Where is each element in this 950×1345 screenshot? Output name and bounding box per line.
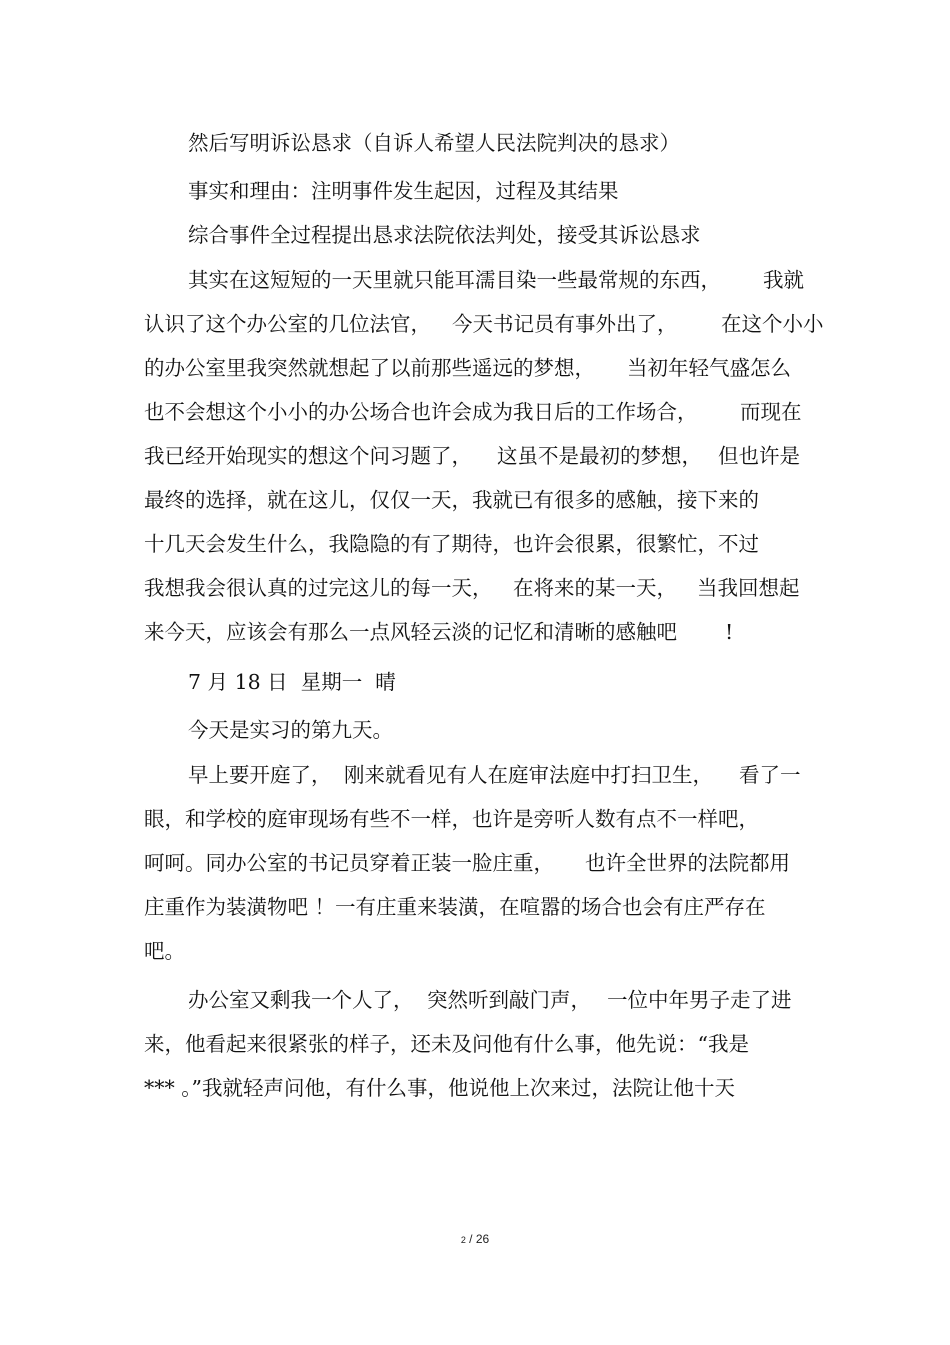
page-number-current: 2 [460,1235,466,1245]
text-segment: ! [725,620,734,644]
text-segment: 来今天，应该会有那么一点风轻云淡的记忆和清晰的感触吧 [144,620,677,644]
text-line [0,397,950,441]
text-segment: 眼，和学校的庭审现场有些不一样，也许是旁听人数有点不一样吧， [144,807,759,831]
text-line [0,617,950,661]
text-segment: 刚来就看见有人在庭审法庭中打扫卫生， [344,763,713,787]
text-line [0,760,950,804]
text-line [0,892,950,936]
text-line [0,936,950,980]
text-segment: 当我回想起 [697,576,800,600]
text-segment: 我想我会很认真的过完这儿的每一天， [144,576,493,600]
text-segment: 办公室又剩我一个人了， [188,988,414,1012]
text-segment: *** 。”我就轻声问他，有什么事，他说他上次来过，法院让他十天 [144,1076,735,1100]
text-line [0,573,950,617]
text-segment: 一位中年男子走了进 [607,988,792,1012]
text-segment: 而现在 [740,400,802,424]
text-line [0,848,950,892]
text-segment: 来，他看起来很紧张的样子，还未及问他有什么事，他先说：“我是 [144,1032,749,1056]
text-segment: 然后写明诉讼恳求（自诉人希望人民法院判决的恳求） [188,131,680,155]
text-segment: 今天书记员有事外出了， [452,312,678,336]
text-segment: 综合事件全过程提出恳求法院依法判处，接受其诉讼恳求 [188,223,701,247]
text-segment: 我就 [763,268,804,292]
text-segment: 最终的选择，就在这儿，仅仅一天，我就已有很多的感触，接下来的 [144,488,759,512]
text-line [0,128,950,172]
text-line [0,309,950,353]
text-segment: 这虽不是最初的梦想， [497,444,702,468]
text-line [0,529,950,573]
text-segment: 呵呵。同办公室的书记员穿着正装一脸庄重， [144,851,554,875]
text-segment: 但也许是 [718,444,800,468]
text-segment: 今天是实习的第九天。 [188,718,393,742]
text-line [0,176,950,220]
text-line [0,667,950,711]
text-segment: 在这个小小 [721,312,824,336]
text-segment: 7 月 18 日 星期一 晴 [188,670,396,694]
text-segment: 当初年轻气盛怎么 [627,356,791,380]
text-segment: 事实和理由：注明事件发生起因，过程及其结果 [188,179,619,203]
text-line [0,220,950,264]
text-line [0,353,950,397]
text-line [0,1029,950,1073]
text-segment: 庄重作为装潢物吧 ！一有庄重来装潢，在喧嚣的场合也会有庄严存在 [144,895,766,919]
text-segment: 的办公室里我突然就想起了以前那些遥远的梦想， [144,356,595,380]
text-segment: 看了一 [739,763,801,787]
text-line [0,441,950,485]
text-segment: 其实在这短短的一天里就只能耳濡目染一些最常规的东西， [188,268,721,292]
text-segment: 早上要开庭了， [188,763,332,787]
text-line [0,804,950,848]
text-line [0,265,950,309]
text-segment: 认识了这个办公室的几位法官， [144,312,431,336]
page-number-total: / 26 [469,1232,490,1246]
text-line [0,1073,950,1117]
text-segment: 突然听到敲门声， [427,988,591,1012]
text-segment: 吧。 [144,939,185,963]
text-segment: 也不会想这个小小的办公场合也许会成为我日后的工作场合， [144,400,698,424]
text-line [0,485,950,529]
text-segment: 我已经开始现实的想这个问习题了， [144,444,472,468]
page-number [0,1232,950,1246]
text-segment: 也许全世界的法院都用 [585,851,790,875]
text-line [0,985,950,1029]
text-segment: 在将来的某一天， [513,576,677,600]
text-line [0,715,950,759]
text-segment: 十几天会发生什么，我隐隐的有了期待，也许会很累，很繁忙，不过 [144,532,759,556]
